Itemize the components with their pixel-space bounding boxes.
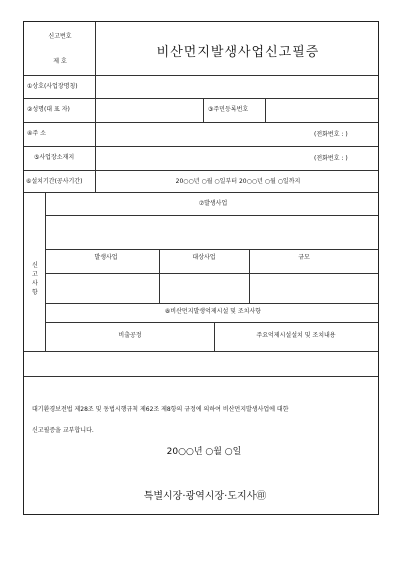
statement-line2: 신고필증을 교부합니다. xyxy=(32,427,94,434)
resident-no-label: ③주민등록번호 xyxy=(208,106,249,113)
company-value-cell[interactable] xyxy=(96,76,378,98)
site-label-cell xyxy=(24,147,96,170)
ceo-value-cell[interactable] xyxy=(96,99,204,122)
report-section xyxy=(24,193,378,352)
ceo-label-cell xyxy=(24,99,96,122)
ceo-label: ②성명(대 표 자) xyxy=(27,106,70,113)
receipt-no-label: 신고번호 xyxy=(48,33,72,40)
site-label: ⑤사업장소재지 xyxy=(34,154,75,161)
issue-date: 20○○년 ○월 ○일 xyxy=(166,447,242,457)
section1-title: ⑦발생사업 xyxy=(198,200,228,207)
company-label: ①상호(사업장명칭) xyxy=(27,83,78,90)
report-side-label: 신고사항 xyxy=(32,262,38,296)
report-side-cell xyxy=(24,193,46,351)
issue-no-label: 제 호 xyxy=(53,58,67,65)
issuer: 특별시장·광역시장·도지사㊞ xyxy=(143,491,267,502)
period-row xyxy=(24,171,378,193)
col-process: 비출공정 xyxy=(118,332,142,339)
address-label: ④주 소 xyxy=(27,130,46,137)
period-label: ⑥설치기간(공사기간) xyxy=(26,178,83,185)
statement-line1: 대기환경보전법 제28조 및 동법시행규칙 제62조 제8항의 규정에 의하여 비산먼지발생사업에 대한 xyxy=(32,406,289,413)
address-label-cell xyxy=(24,123,96,146)
company-label-cell xyxy=(24,76,96,98)
scale-value-cell[interactable] xyxy=(249,273,378,303)
col-facility: 주요억제시설설치 및 조치내용 xyxy=(256,332,336,339)
report-body-row[interactable] xyxy=(24,352,378,377)
col-scale: 규모 xyxy=(298,254,310,261)
resident-no-value-cell[interactable] xyxy=(266,99,378,122)
footer-block xyxy=(24,377,378,514)
phone-label-1: (전화번호 : ) xyxy=(314,131,348,138)
business-value-cell[interactable] xyxy=(46,273,159,303)
period-value: 20○○년 ○월 ○일부터 20○○년 ○월 ○일까지 xyxy=(175,178,301,185)
resident-no-label-cell xyxy=(204,99,266,122)
header-row xyxy=(24,22,378,76)
period-label-cell xyxy=(24,171,96,192)
target-value-cell[interactable] xyxy=(159,273,249,303)
address-row xyxy=(24,123,378,147)
certificate-form xyxy=(23,21,379,515)
col-business: 발생사업 xyxy=(94,254,118,261)
phone-label-2: (전화번호 : ) xyxy=(314,155,348,162)
receipt-no-cell xyxy=(24,22,96,75)
section2-title: ⑧비산먼지발생억제시설 및 조치사항 xyxy=(164,308,262,315)
ceo-row xyxy=(24,99,378,123)
company-row xyxy=(24,76,378,99)
col-target: 대상사업 xyxy=(192,254,216,261)
site-row xyxy=(24,147,378,171)
page-title: 비산먼지발생사업신고필증 xyxy=(156,45,320,60)
